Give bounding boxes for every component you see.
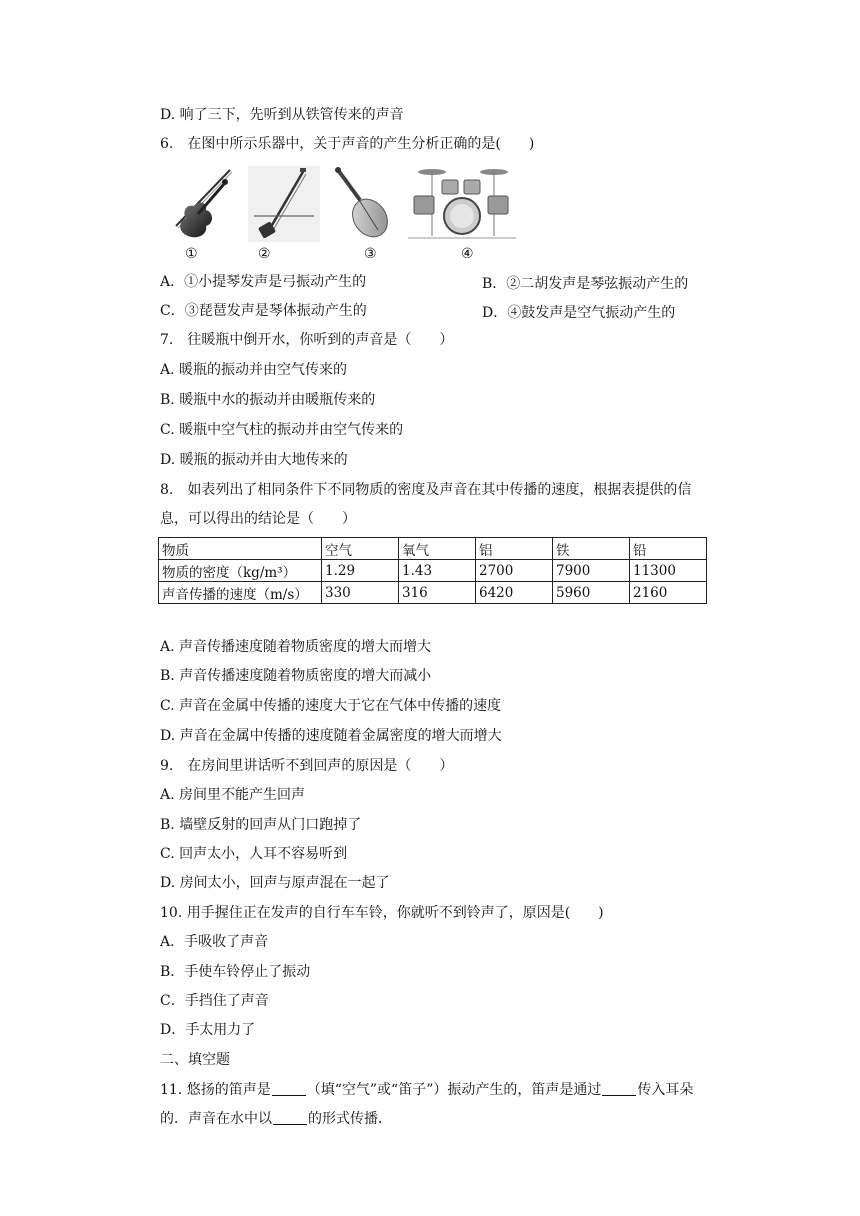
table-cell: 声音传播的速度（m/s） (159, 582, 322, 604)
table-cell: 316 (399, 582, 476, 604)
table-row (159, 560, 707, 582)
question-11-text: 11. 悠扬的笛声是 (160, 1082, 271, 1098)
violin-icon (168, 166, 236, 242)
question-9-option-a: A. 房间里不能产生回声 (160, 787, 306, 803)
question-11-text: 的形式传播． (308, 1111, 392, 1127)
table-cell: 铅 (630, 538, 707, 560)
table-cell: 铝 (476, 538, 553, 560)
section-heading-fill-in: 二、填空题 (160, 1052, 230, 1068)
question-8-option-a: A. 声音传播速度随着物质密度的增大而增大 (160, 639, 432, 655)
question-9-option-c: C. 回声太小，人耳不容易听到 (160, 846, 348, 862)
erhu-icon (248, 166, 320, 242)
question-11-text: 传入耳朵 (637, 1082, 694, 1098)
question-7-option-d: D. 暖瓶的振动并由大地传来的 (160, 452, 348, 468)
question-9-stem: 9. 在房间里讲话听不到回声的原因是（ ） (160, 758, 454, 774)
question-10-stem: 10. 用手握住正在发声的自行车车铃，你就听不到铃声了，原因是( ) (160, 905, 604, 921)
question-11-line2 (160, 1110, 392, 1128)
question-8-stem-line1: 8. 如表列出了相同条件下不同物质的密度及声音在其中传播的速度，根据表提供的信 (160, 482, 692, 498)
question-6-option-d: D．④鼓发声是空气振动产生的 (482, 305, 676, 321)
question-11-line1 (160, 1081, 693, 1099)
table-cell: 空气 (322, 538, 399, 560)
answer-blank[interactable] (273, 1110, 307, 1125)
table-cell: 2160 (630, 582, 707, 604)
question-7-stem: 7. 往暖瓶中倒开水，你听到的声音是（ ） (160, 332, 454, 348)
answer-blank[interactable] (272, 1081, 306, 1096)
table-cell: 7900 (553, 560, 630, 582)
table-cell: 物质 (159, 538, 322, 560)
table-row (159, 582, 707, 604)
table-cell: 11300 (630, 560, 707, 582)
instrument-label-3: ③ (364, 246, 377, 262)
question-6-option-c: C．③琵琶发声是琴体振动产生的 (160, 303, 367, 319)
question-6-option-b: B．②二胡发声是琴弦振动产生的 (482, 276, 689, 292)
question-9-option-d: D. 房间太小，回声与原声混在一起了 (160, 875, 390, 891)
table-cell: 2700 (476, 560, 553, 582)
question-8-option-d: D. 声音在金属中传播的速度随着金属密度的增大而增大 (160, 728, 502, 744)
question-8-option-c: C. 声音在金属中传播的速度大于它在气体中传播的速度 (160, 698, 502, 714)
question-8-stem-line2: 息，可以得出的结论是（ ） (160, 511, 356, 527)
instrument-label-1: ① (185, 246, 198, 262)
speed-density-table (158, 537, 707, 604)
table-cell: 5960 (553, 582, 630, 604)
instrument-label-4: ④ (461, 246, 474, 262)
table-cell: 氧气 (399, 538, 476, 560)
question-11-text: 的．声音在水中以 (160, 1111, 272, 1127)
question-10-option-d: D．手太用力了 (160, 1022, 256, 1038)
question-11-text: （填“空气”或“笛子”）振动产生的，笛声是通过 (306, 1082, 602, 1098)
table-cell: 1.43 (399, 560, 476, 582)
question-7-option-b: B. 暖瓶中水的振动并由暖瓶传来的 (160, 392, 376, 408)
question-8-option-b: B. 声音传播速度随着物质密度的增大而减小 (160, 668, 432, 684)
question-7-option-a: A. 暖瓶的振动并由空气传来的 (160, 362, 348, 378)
table-cell: 330 (322, 582, 399, 604)
question-10-option-b: B．手使车铃停止了振动 (160, 964, 311, 980)
table-cell: 1.29 (322, 560, 399, 582)
pipa-icon (330, 166, 392, 242)
table-cell: 6420 (476, 582, 553, 604)
question-6-stem: 6. 在图中所示乐器中，关于声音的产生分析正确的是( ) (160, 136, 535, 152)
table-cell: 物质的密度（kg/m³） (159, 560, 322, 582)
question-5-option-d: D. 响了三下，先听到从铁管传来的声音 (160, 107, 404, 123)
table-cell: 铁 (553, 538, 630, 560)
question-10-option-a: A．手吸收了声音 (160, 934, 269, 950)
question-6-option-a: A．①小提琴发声是弓振动产生的 (160, 274, 367, 290)
instrument-label-2: ② (258, 246, 271, 262)
question-9-option-b: B. 墙壁反射的回声从门口跑掉了 (160, 817, 362, 833)
answer-blank[interactable] (602, 1081, 636, 1096)
table-row (159, 538, 707, 560)
drum-kit-icon (398, 166, 526, 240)
question-10-option-c: C．手挡住了声音 (160, 993, 269, 1009)
question-7-option-c: C. 暖瓶中空气柱的振动并由空气传来的 (160, 422, 404, 438)
